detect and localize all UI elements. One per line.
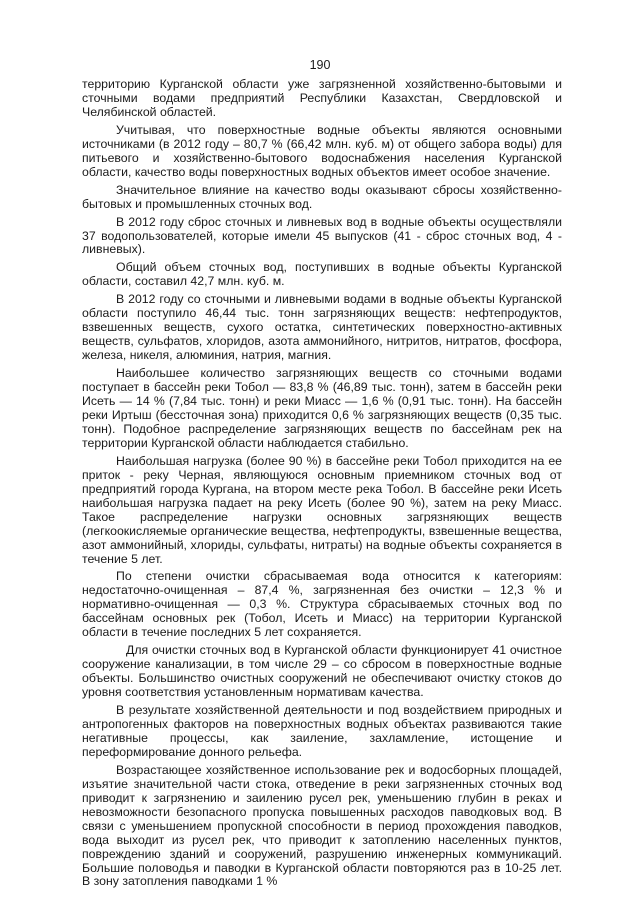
- paragraph: Для очистки сточных вод в Курганской области функционирует 41 очистное сооружение канализации, в том числе 29 – со сбросом в поверхностные водные объекты. Большинство очистных сооружений не обеспечивают очистку стоков до уровня соответствия установленным нормативам качества.: [82, 643, 562, 700]
- paragraph: Значительное влияние на качество воды оказывают сбросы хозяйственно-бытовых и промышленных сточных вод.: [82, 182, 562, 211]
- paragraph: Общий объем сточных вод, поступивших в водные объекты Курганской области, составил 42,7 млн. куб. м.: [82, 260, 562, 289]
- paragraph: территорию Курганской области уже загрязненной хозяйственно-бытовыми и сточными водами предприятий Республики Казахстан, Свердловской и Челябинской областей.: [82, 77, 562, 119]
- paragraph: В результате хозяйственной деятельности и под воздействием природных и антропогенных факторов на поверхностных водных объектах развиваются такие негативные процессы, как заиление, захламление, истощение и переформирование донного рельефа.: [82, 703, 562, 759]
- paragraph: Наибольшее количество загрязняющих веществ со сточными водами поступает в бассейн реки Тобол — 83,8 % (46,89 тыс. тонн), затем в бассейн реки Исеть — 14 % (7,84 тыс. тонн) и реки Миасс — 1,6 % (0,91 тыс. тонн). На бассейн реки Иртыш (бессточная зона) приходится 0,6 % загрязняющих веществ (0,35 тыс. тонн). Подобное распределение загрязняющих веществ по бассейнам рек на территории Курганской области наблюдается стабильно.: [82, 366, 562, 450]
- paragraph: Учитывая, что поверхностные водные объекты являются основными источниками (в 2012 году – 80,7 % (66,42 млн. куб. м) от общего забора воды) для питьевого и хозяйственно-бытового водоснабжения населения Курганской области, качество воды поверхностных водных объектов имеет особое значение.: [82, 122, 562, 179]
- paragraph: В 2012 году сброс сточных и ливневых вод в водные объекты осуществляли 37 водопользователей, которые имели 45 выпусков (41 - сброс сточных вод, 4 - ливневых).: [82, 214, 562, 257]
- paragraph: Возрастающее хозяйственное использование рек и водосборных площадей, изъятие значительной части стока, отведение в реки загрязненных сточных вод приводит к загрязнению и заилению русел рек, уменьшению глубин в реках и невозможности безопасного пропуска повышенных расходов паводковых вод. В связи с уменьшением пропускной способности в период прохождения паводков, вода выходит из русел рек, что приводит к затоплению населенных пунктов, повреждению зданий и сооружений, разрушению инженерных коммуникаций. Большие половодья и паводки в Курганской области повторяются раз в 10-25 лет. В зону затопления паводками 1 %: [82, 762, 562, 889]
- paragraph: Наибольшая нагрузка (более 90 %) в бассейне реки Тобол приходится на ее приток - реку Черная, являющуюся основным приемником сточных вод от предприятий города Кургана, на втором месте река Тобол. В бассейне реки Исеть наибольшая нагрузка падает на реку Исеть (более 90 %), затем на реку Миасс. Такое распределение нагрузки основных загрязняющих веществ (легкоокисляемые органические вещества, нефтепродукты, взвешенные вещества, азот аммонийный, хлориды, сульфаты, нитраты) на водные объекты сохраняется в течение 5 лет.: [82, 453, 562, 566]
- page-number: 190: [309, 58, 331, 72]
- paragraph: По степени очистки сбрасываемая вода относится к категориям: недостаточно-очищенная – 87,4 %, загрязненная без очистки – 12,3 % и нормативно-очищенная — 0,3 %. Структура сбрасываемых сточных вод по бассейнам основных рек (Тобол, Исеть и Миасс) на территории Курганской области в течение последних 5 лет сохраняется.: [82, 569, 562, 640]
- document-body: [82, 78, 562, 893]
- paragraph: В 2012 году со сточными и ливневыми водами в водные объекты Курганской области поступило 46,44 тыс. тонн загрязняющих веществ: нефтепродуктов, взвешенных веществ, сухого остатка, синтетических поверхностно-активных веществ, сульфатов, хлоридов, азота аммонийного, нитритов, нитратов, фосфора, железа, никеля, алюминия, натрия, магния.: [82, 292, 562, 363]
